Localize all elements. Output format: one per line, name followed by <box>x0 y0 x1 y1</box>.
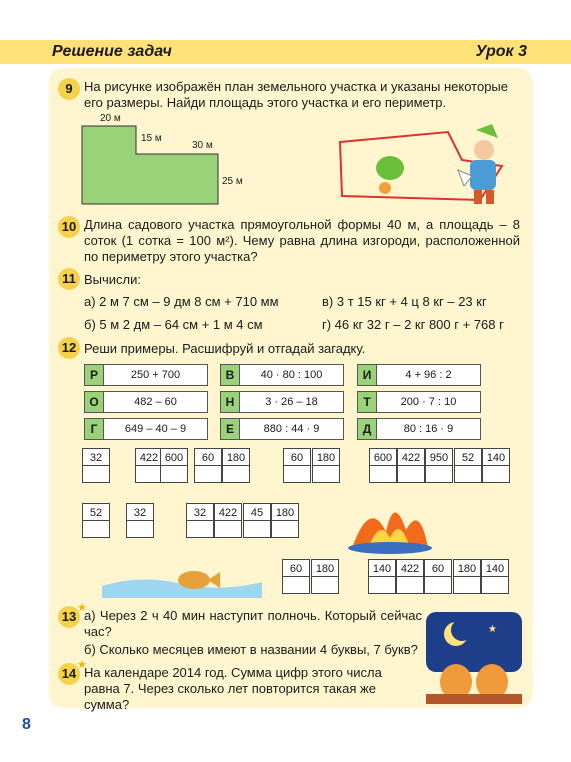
task-12-number: 12 <box>58 337 80 359</box>
campfire-illustration <box>342 494 438 554</box>
lesson-title: Урок 3 <box>475 43 527 60</box>
dim-20: 20 м <box>100 113 121 124</box>
answer-number-cell: 52 <box>82 503 110 521</box>
answer-letter-cell[interactable] <box>397 465 425 483</box>
cipher-letter: В <box>221 365 240 385</box>
answer-number-cell: 60 <box>282 559 310 577</box>
answer-number-cell: 32 <box>186 503 214 521</box>
answer-letter-cell[interactable] <box>194 465 222 483</box>
answer-number-cell: 60 <box>194 448 222 466</box>
dim-30: 30 м <box>192 140 213 151</box>
cipher-expression: 649 – 40 – 9 <box>124 423 187 435</box>
answer-letter-cell[interactable] <box>135 465 163 483</box>
answer-letter-cell[interactable] <box>282 576 310 594</box>
answer-number-cell: 32 <box>126 503 154 521</box>
answer-number-cell: 422 <box>397 448 425 466</box>
answer-letter-cell[interactable] <box>481 576 509 594</box>
cipher-key-item <box>220 391 344 413</box>
answer-letter-cell[interactable] <box>424 576 452 594</box>
cipher-expression: 4 + 96 : 2 <box>405 369 452 381</box>
answer-letter-cell[interactable] <box>271 520 299 538</box>
answer-number-cell: 140 <box>482 448 510 466</box>
answer-letter-cell[interactable] <box>312 465 340 483</box>
answer-letter-cell[interactable] <box>369 465 397 483</box>
answer-letter-cell[interactable] <box>214 520 242 538</box>
answer-number-cell: 422 <box>135 448 163 466</box>
task-9-text: На рисунке изображён план земельного участка и указаны некоторые его размеры. Найди площадь этого участка и его периметр. <box>84 79 508 110</box>
answer-letter-cell[interactable] <box>126 520 154 538</box>
cipher-letter: Р <box>85 365 104 385</box>
task-9-number: 9 <box>58 78 80 100</box>
task-11-b: б) 5 м 2 дм – 64 см + 1 м 4 см <box>84 317 263 332</box>
cipher-key-item <box>220 364 344 386</box>
task-10-text: Длина садового участка прямоугольной формы 40 м, а площадь – 8 соток (1 сотка = 100 м²). Чему равна длина изгороди, расположенной по периметру этого участка? <box>84 217 520 264</box>
cipher-letter: Т <box>358 392 377 412</box>
task-13-number: 13 <box>58 606 80 628</box>
cipher-key-item <box>220 418 344 440</box>
task-12-title: Реши примеры. Расшифруй и отгадай загадку. <box>84 341 366 356</box>
cipher-expression: 3 · 26 – 18 <box>265 396 318 408</box>
cipher-expression: 200 · 7 : 10 <box>400 396 457 408</box>
answer-number-cell: 180 <box>453 559 481 577</box>
land-plan-diagram <box>78 112 268 208</box>
task-11-a: а) 2 м 7 см – 9 дм 8 см + 710 мм <box>84 294 279 309</box>
fish-in-water-illustration <box>102 562 262 598</box>
cipher-key-item <box>357 364 481 386</box>
star-icon: ★ <box>77 659 87 671</box>
answer-number-cell: 32 <box>82 448 110 466</box>
answer-letter-cell[interactable] <box>82 520 110 538</box>
page-header <box>0 40 571 64</box>
svg-text:★: ★ <box>488 624 497 635</box>
answer-number-cell: 600 <box>160 448 188 466</box>
cipher-key-item <box>357 418 481 440</box>
cipher-key-item <box>84 364 208 386</box>
answer-number-cell: 180 <box>271 503 299 521</box>
answer-letter-cell[interactable] <box>454 465 482 483</box>
answer-number-cell: 60 <box>424 559 452 577</box>
cipher-key-item <box>357 391 481 413</box>
gnome-measuring-illustration <box>330 120 520 212</box>
cipher-letter: Е <box>221 419 240 439</box>
cipher-expression: 80 : 16 · 9 <box>403 423 454 435</box>
answer-letter-cell[interactable] <box>186 520 214 538</box>
cipher-key-item <box>84 391 208 413</box>
answer-letter-cell[interactable] <box>396 576 424 594</box>
star-icon: ★ <box>77 602 87 614</box>
cipher-letter: И <box>358 365 377 385</box>
answer-number-cell: 422 <box>214 503 242 521</box>
answer-letter-cell[interactable] <box>160 465 188 483</box>
answer-letter-cell[interactable] <box>283 465 311 483</box>
section-title: Решение задач <box>52 43 172 60</box>
answer-letter-cell[interactable] <box>311 576 339 594</box>
answer-letter-cell[interactable] <box>222 465 250 483</box>
cipher-letter: Г <box>85 419 104 439</box>
task-10-number: 10 <box>58 216 80 238</box>
answer-letter-cell[interactable] <box>368 576 396 594</box>
cipher-letter: О <box>85 392 104 412</box>
task-14-text: На календаре 2014 год. Сумма цифр этого числа равна 7. Через сколько лет повторится такая же сумма? <box>84 665 382 712</box>
answer-letter-cell[interactable] <box>482 465 510 483</box>
task-11-number: 11 <box>58 268 80 290</box>
answer-number-cell: 140 <box>368 559 396 577</box>
answer-number-cell: 422 <box>396 559 424 577</box>
answer-number-cell: 180 <box>222 448 250 466</box>
page-number: 8 <box>22 716 31 733</box>
task-13-a: а) Через 2 ч 40 мин наступит полночь. Который сейчас час? <box>84 608 422 639</box>
answer-number-cell: 180 <box>312 448 340 466</box>
cipher-expression: 250 + 700 <box>130 369 181 381</box>
answer-number-cell: 60 <box>283 448 311 466</box>
task-13-b: б) Сколько месяцев имеют в названии 4 буквы, 7 букв? <box>84 642 418 657</box>
cipher-expression: 40 · 80 : 100 <box>260 369 323 381</box>
answer-number-cell: 600 <box>369 448 397 466</box>
answer-number-cell: 180 <box>311 559 339 577</box>
dim-15: 15 м <box>141 133 162 144</box>
task-11-title: Вычисли: <box>84 272 142 287</box>
answer-number-cell: 140 <box>481 559 509 577</box>
answer-number-cell: 45 <box>243 503 271 521</box>
task-11-v: в) 3 т 15 кг + 4 ц 8 кг – 23 кг <box>322 294 487 309</box>
answer-number-cell: 950 <box>425 448 453 466</box>
answer-letter-cell[interactable] <box>453 576 481 594</box>
cipher-expression: 880 : 44 · 9 <box>263 423 320 435</box>
cipher-key-item <box>84 418 208 440</box>
task-11-g: г) 46 кг 32 г – 2 кг 800 г + 768 г <box>322 317 504 332</box>
answer-letter-cell[interactable] <box>425 465 453 483</box>
task-14-number: 14 <box>58 663 80 685</box>
cipher-expression: 482 – 60 <box>134 396 177 408</box>
answer-letter-cell[interactable] <box>82 465 110 483</box>
dim-25: 25 м <box>222 176 243 187</box>
answer-number-cell: 52 <box>454 448 482 466</box>
cipher-letter: Д <box>358 419 377 439</box>
cipher-letter: Н <box>221 392 240 412</box>
answer-letter-cell[interactable] <box>243 520 271 538</box>
cats-at-night-illustration <box>426 612 522 704</box>
